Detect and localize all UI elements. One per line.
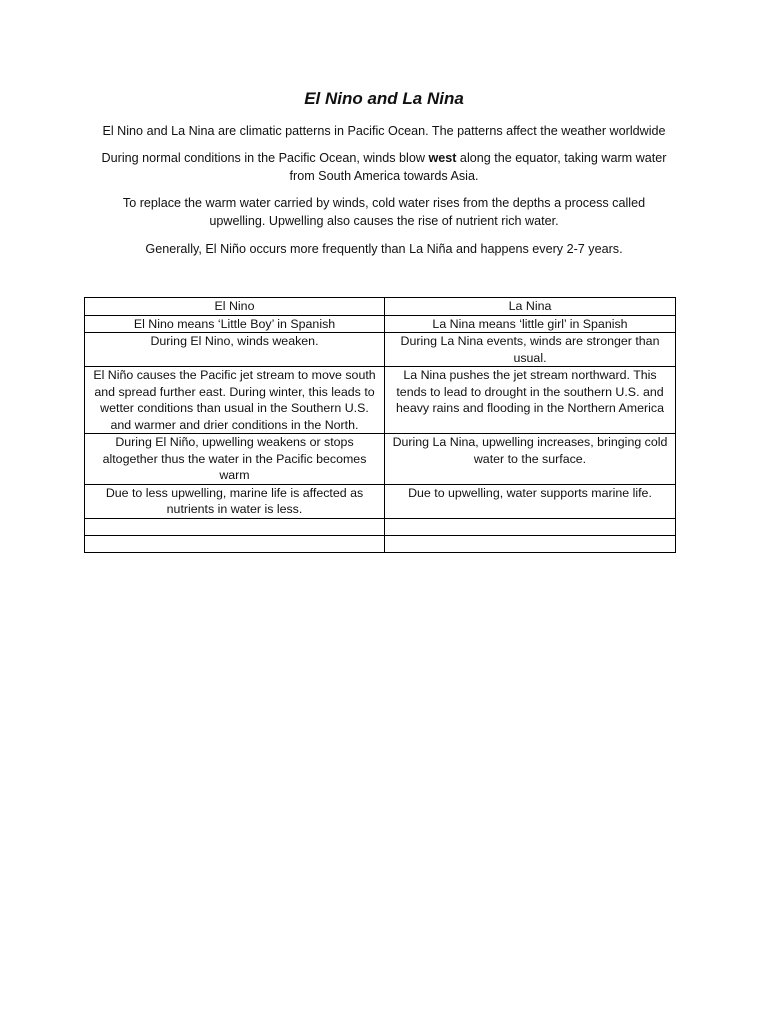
normal-conditions-paragraph (100, 149, 668, 185)
header-el-nino: El Nino (85, 298, 385, 316)
table-row (85, 315, 676, 333)
normal-conditions-text-start: During normal conditions in the Pacific Ocean, winds blow (101, 151, 429, 165)
la-nina-cell (385, 535, 676, 552)
header-la-nina: La Nina (385, 298, 676, 316)
la-nina-cell: During La Nina events, winds are stronger than usual. (385, 333, 676, 367)
el-nino-cell: During El Niño, upwelling weakens or stops altogether thus the water in the Pacific becomes warm (85, 434, 385, 485)
el-nino-cell: El Niño causes the Pacific jet stream to move south and spread further east. During winter, this leads to wetter conditions than usual in the Southern U.S. and warmer and drier conditions in the North. (85, 367, 385, 434)
el-nino-cell: Due to less upwelling, marine life is affected as nutrients in water is less. (85, 484, 385, 518)
comparison-table (84, 297, 676, 553)
el-nino-cell (85, 535, 385, 552)
normal-conditions-bold-word: west (428, 151, 457, 165)
la-nina-cell: La Nina pushes the jet stream northward. This tends to lead to drought in the southern U.S. and heavy rains and flooding in the Northern America (385, 367, 676, 434)
intro-paragraph: El Nino and La Nina are climatic patterns in Pacific Ocean. The patterns affect the weather worldwide (102, 124, 666, 138)
el-nino-cell (85, 518, 385, 535)
table-row (85, 367, 676, 434)
la-nina-cell: La Nina means ‘little girl’ in Spanish (385, 315, 676, 333)
table-row (85, 484, 676, 518)
la-nina-cell: Due to upwelling, water supports marine life. (385, 484, 676, 518)
table-row (85, 434, 676, 485)
document-title: El Nino and La Nina (304, 89, 464, 108)
empty-table-row (85, 535, 676, 552)
el-nino-cell: During El Nino, winds weaken. (85, 333, 385, 367)
la-nina-cell: During La Nina, upwelling increases, bringing cold water to the surface. (385, 434, 676, 485)
frequency-paragraph: Generally, El Niño occurs more frequently than La Niña and happens every 2-7 years. (145, 242, 623, 256)
normal-conditions-text-end: along the equator, taking warm water from South America towards Asia. (289, 151, 667, 183)
la-nina-cell (385, 518, 676, 535)
table-row (85, 333, 676, 367)
el-nino-cell: El Nino means ‘Little Boy’ in Spanish (85, 315, 385, 333)
table-header-row (85, 298, 676, 316)
empty-table-row (85, 518, 676, 535)
upwelling-paragraph: To replace the warm water carried by winds, cold water rises from the depths a process called upwelling. Upwelling also causes the rise of nutrient rich water. (122, 196, 646, 228)
